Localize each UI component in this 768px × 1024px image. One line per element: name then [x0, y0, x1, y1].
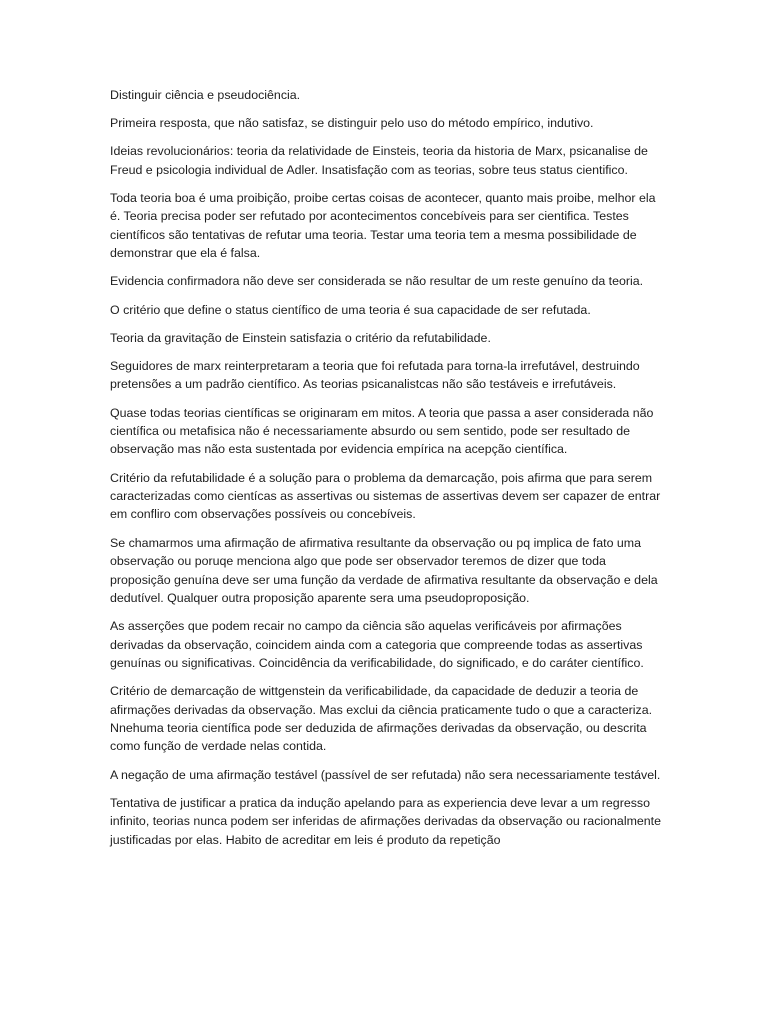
paragraph: Toda teoria boa é uma proibição, proibe certas coisas de acontecer, quanto mais proibe, melhor ela é. Teoria precisa poder ser refutado por acontecimentos concebíveis para ser cientifica. Testes científicos são tentativas de refutar uma teoria. Testar uma teoria tem a mesma possibilidade de demonstrar que ela é falsa.: [110, 191, 656, 261]
paragraph: Critério da refutabilidade é a solução para o problema da demarcação, pois afirma que para serem caracterizadas como cientícas as assertivas ou sistemas de assertivas devem ser capazer de entrar em confliro com observações possíveis ou concebíveis.: [110, 470, 661, 522]
paragraph: Se chamarmos uma afirmação de afirmativa resultante da observação ou pq implica de fato uma observação ou poruqe menciona algo que pode ser observador teremos de dizer que toda proposição genuína deve ser uma função da verdade de afirmativa resultante da observação e dela dedutível. Qualquer outra proposição aparente sera uma pseudoproposição.: [110, 535, 658, 605]
paragraph: A negação de uma afirmação testável (passível de ser refutada) não sera necessariamente testável.: [110, 767, 661, 782]
paragraph: Evidencia confirmadora não deve ser considerada se não resultar de um reste genuíno da teoria.: [110, 274, 644, 289]
paragraph: As asserções que podem recair no campo da ciência são aquelas verificáveis por afirmações derivadas da observação, coincidem ainda com a categoria que compreende todas as assertivas genuínas ou significativas. Coincidência da verificabilidade, do significado, e do caráter científico.: [110, 619, 644, 670]
paragraph: Ideias revolucionários: teoria da relatividade de Einsteis, teoria da historia de Marx, psicanalise de Freud e psicologia individual de Adler. Insatisfação com as teorias, sobre teus status cientifico.: [110, 144, 648, 177]
paragraph-title: Distinguir ciência e pseudociência.: [110, 88, 301, 102]
paragraph: Tentativa de justificar a pratica da indução apelando para as experiencia deve levar a um regresso infinito, teorias nunca podem ser inferidas de afirmações derivadas da observação ou racionalmente justificadas por elas. Habito de acreditar em leis é produto da repetição: [110, 795, 662, 847]
paragraph: O critério que define o status científico de uma teoria é sua capacidade de ser refutada.: [110, 302, 591, 317]
paragraph: Teoria da gravitação de Einstein satisfazia o critério da refutabilidade.: [110, 330, 491, 345]
document-body: [110, 86, 662, 859]
paragraph: Quase todas teorias científicas se originaram em mitos. A teoria que passa a aser considerada não científica ou metafisica não é necessariamente absurdo ou sem sentido, pode ser resultado de observação mas não esta sustentada por evidencia empírica na acepção científica.: [110, 405, 654, 457]
paragraph: Seguidores de marx reinterpretaram a teoria que foi refutada para torna-la irrefutável, destruindo pretensões a um padrão científico. As teorias psicanalistcas não são testáveis e irrefutáveis.: [110, 359, 640, 392]
paragraph: Critério de demarcação de wittgenstein da verificabilidade, da capacidade de deduzir a teoria de afirmações derivadas da observação. Mas exclui da ciência praticamente tudo o que a caracteriza. Nnehuma teoria científica pode ser deduzida de afirmações derivadas da observação, ou descrita como função de verdade nelas contida.: [110, 684, 653, 754]
paragraph: Primeira resposta, que não satisfaz, se distinguir pelo uso do método empírico, indutivo.: [110, 116, 594, 131]
